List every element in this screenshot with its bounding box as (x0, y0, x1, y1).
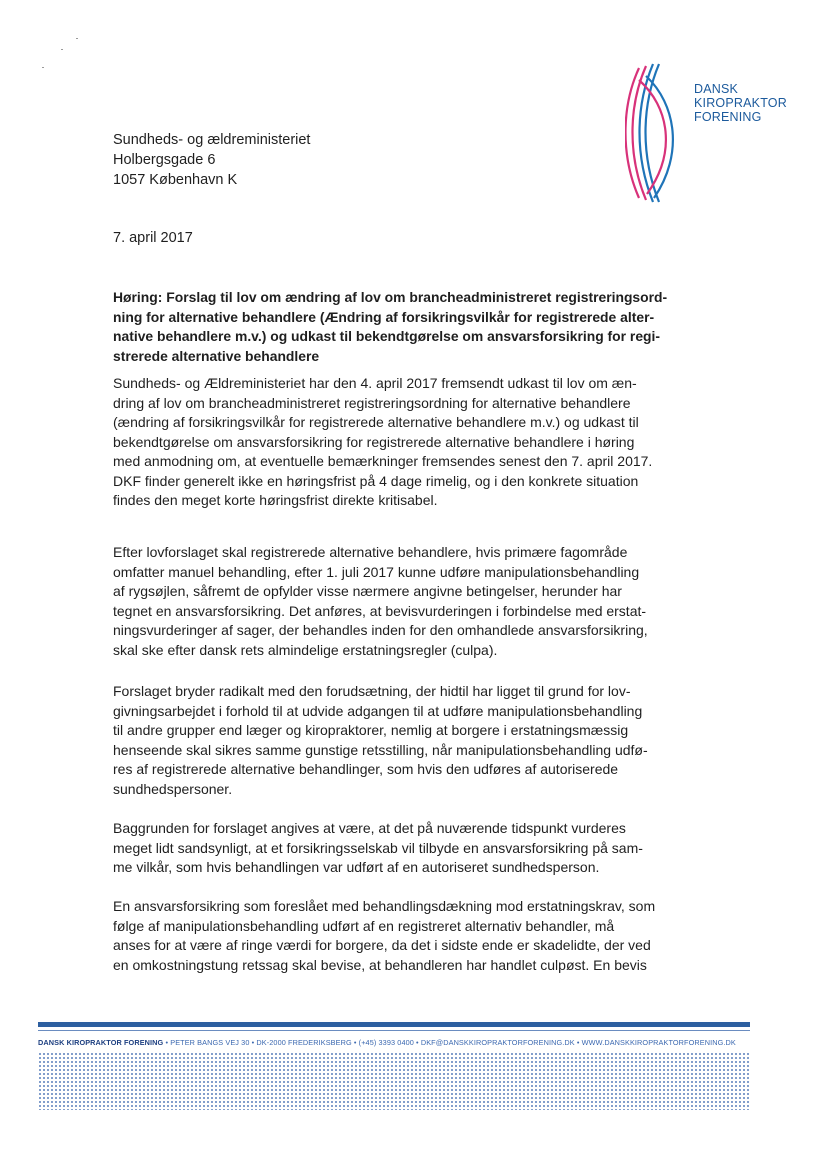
body-line: med anmodning om, at eventuelle bemærkninger fremsendes senest den 7. april 2017. (113, 453, 653, 469)
body-line: henseende skal sikres samme gunstige retsstilling, når manipulationsbehandling udfø- (113, 741, 648, 758)
body-line: sundhedspersoner. (113, 780, 233, 797)
body-line: anses for at være af ringe værdi for borgere, da det i sidste ende er skadelidte, der ved (113, 937, 651, 953)
body-line: Baggrunden for forslaget angives at være, at det på nuværende tidspunkt vurderes (113, 820, 626, 836)
logo-arcs-icon (625, 62, 695, 204)
scan-speck (42, 67, 44, 68)
paragraph-4 (113, 819, 688, 878)
body-line: omfatter manuel behandling, efter 1. juli 2017 kunne udføre manipulationsbehandling (113, 563, 640, 580)
body-line: res af registrerede alternative behandlinger, som hvis den udføres af autoriserede (113, 761, 619, 777)
subject-line: strerede alternative behandlere (113, 347, 320, 364)
body-line: Sundheds- og Ældreministeriet har den 4. april 2017 fremsendt udkast til lov om æn- (113, 375, 637, 391)
subject-heading (113, 288, 673, 366)
recipient-city: 1057 København K (113, 172, 238, 188)
paragraph-5 (113, 897, 688, 975)
body-line: En ansvarsforsikring som foreslået med behandlingsdækning mod erstatningskrav, som (113, 898, 656, 914)
footer-contact-details: • PETER BANGS VEJ 30 • DK-2000 FREDERIKSBERG • (+45) 3393 0400 • DKF@DANSKKIROPRAKTORFORENING.DK • WWW.DANSKKIROPRAKTORFORENING.DK (163, 1038, 736, 1047)
footer-contact-line (38, 1038, 750, 1047)
logo-line-3: FORENING (694, 110, 762, 124)
body-line: en omkostningstung retssag skal bevise, at behandleren har handlet culpøst. En bevis (113, 956, 647, 973)
body-line: meget lidt sandsynligt, at et forsikringsselskab vil tilbyde en ansvarsforsikring på sam- (113, 839, 643, 856)
paragraph-3 (113, 682, 688, 799)
body-line: af rygsøjlen, såfremt de opfylder visse nærmere angivne betingelser, herunder har (113, 583, 622, 599)
body-line: DKF finder generelt ikke en høringsfrist på 4 dage rimelig, og i den konkrete situation (113, 472, 639, 489)
body-line: bekendtgørelse om ansvarsforsikring for registrerede alternative behandlere i høring (113, 433, 635, 450)
body-line: Forslaget bryder radikalt med den forudsætning, der hidtil har ligget til grund for lov- (113, 683, 631, 699)
body-line: findes den meget korte høringsfrist direkte kritisabel. (113, 492, 438, 508)
subject-line: native behandlere m.v.) og udkast til bekendtgørelse om ansvarsforsikring for regi- (113, 328, 661, 344)
footer-org-name: DANSK KIROPRAKTOR FORENING (38, 1038, 164, 1047)
paragraph-1 (113, 374, 688, 511)
footer-dot-pattern (38, 1052, 750, 1110)
letter-date: 7. april 2017 (113, 230, 193, 246)
body-line: ningsvurderinger af sager, der behandles inden for den omhandlede ansvarsforsikring, (113, 622, 648, 638)
body-line: dring af lov om brancheadministreret registreringsordning for alternative behandlere (113, 394, 631, 411)
recipient-street: Holbergsgade 6 (113, 152, 216, 168)
footer-bar (38, 1022, 750, 1027)
body-line: tegnet en ansvarsforsikring. Det anføres, at bevisvurderingen i forbindelse med erstat- (113, 602, 647, 619)
recipient-name: Sundheds- og ældreministeriet (113, 132, 311, 148)
logo-wordmark (694, 82, 787, 124)
body-line: til andre grupper end læger og kiropraktorer, nemlig at borgere i erstatningsmæssig (113, 722, 629, 738)
recipient-address (113, 130, 310, 190)
body-line: givningsarbejdet i forhold til at udvide adgangen til at udføre manipulationsbehandling (113, 702, 643, 719)
scan-speck (76, 38, 78, 39)
paragraph-2 (113, 543, 688, 660)
association-logo (625, 62, 787, 204)
body-line: følge af manipulationsbehandling udført af en registreret alternativ behandler, må (113, 917, 615, 934)
footer-rule (38, 1030, 750, 1031)
subject-line: ning for alternative behandlere (Ændring af forsikringsvilkår for registrerede alter- (113, 308, 655, 325)
body-line: me vilkår, som hvis behandlingen var udført af en autoriseret sundhedsperson. (113, 859, 600, 875)
letterhead-footer (38, 1022, 750, 1110)
body-line: Efter lovforslaget skal registrerede alternative behandlere, hvis primære fagområde (113, 544, 628, 560)
scan-speck (61, 49, 63, 50)
subject-line: Høring: Forslag til lov om ændring af lov om brancheadministreret registreringsord- (113, 289, 668, 305)
body-line: (ændring af forsikringsvilkår for registrerede alternative behandlere m.v.) og udkast til (113, 414, 639, 430)
logo-line-1: DANSK (694, 82, 739, 96)
body-line: skal ske efter dansk rets almindelige erstatningsregler (culpa). (113, 641, 498, 658)
logo-line-2: KIROPRAKTOR (694, 96, 787, 110)
